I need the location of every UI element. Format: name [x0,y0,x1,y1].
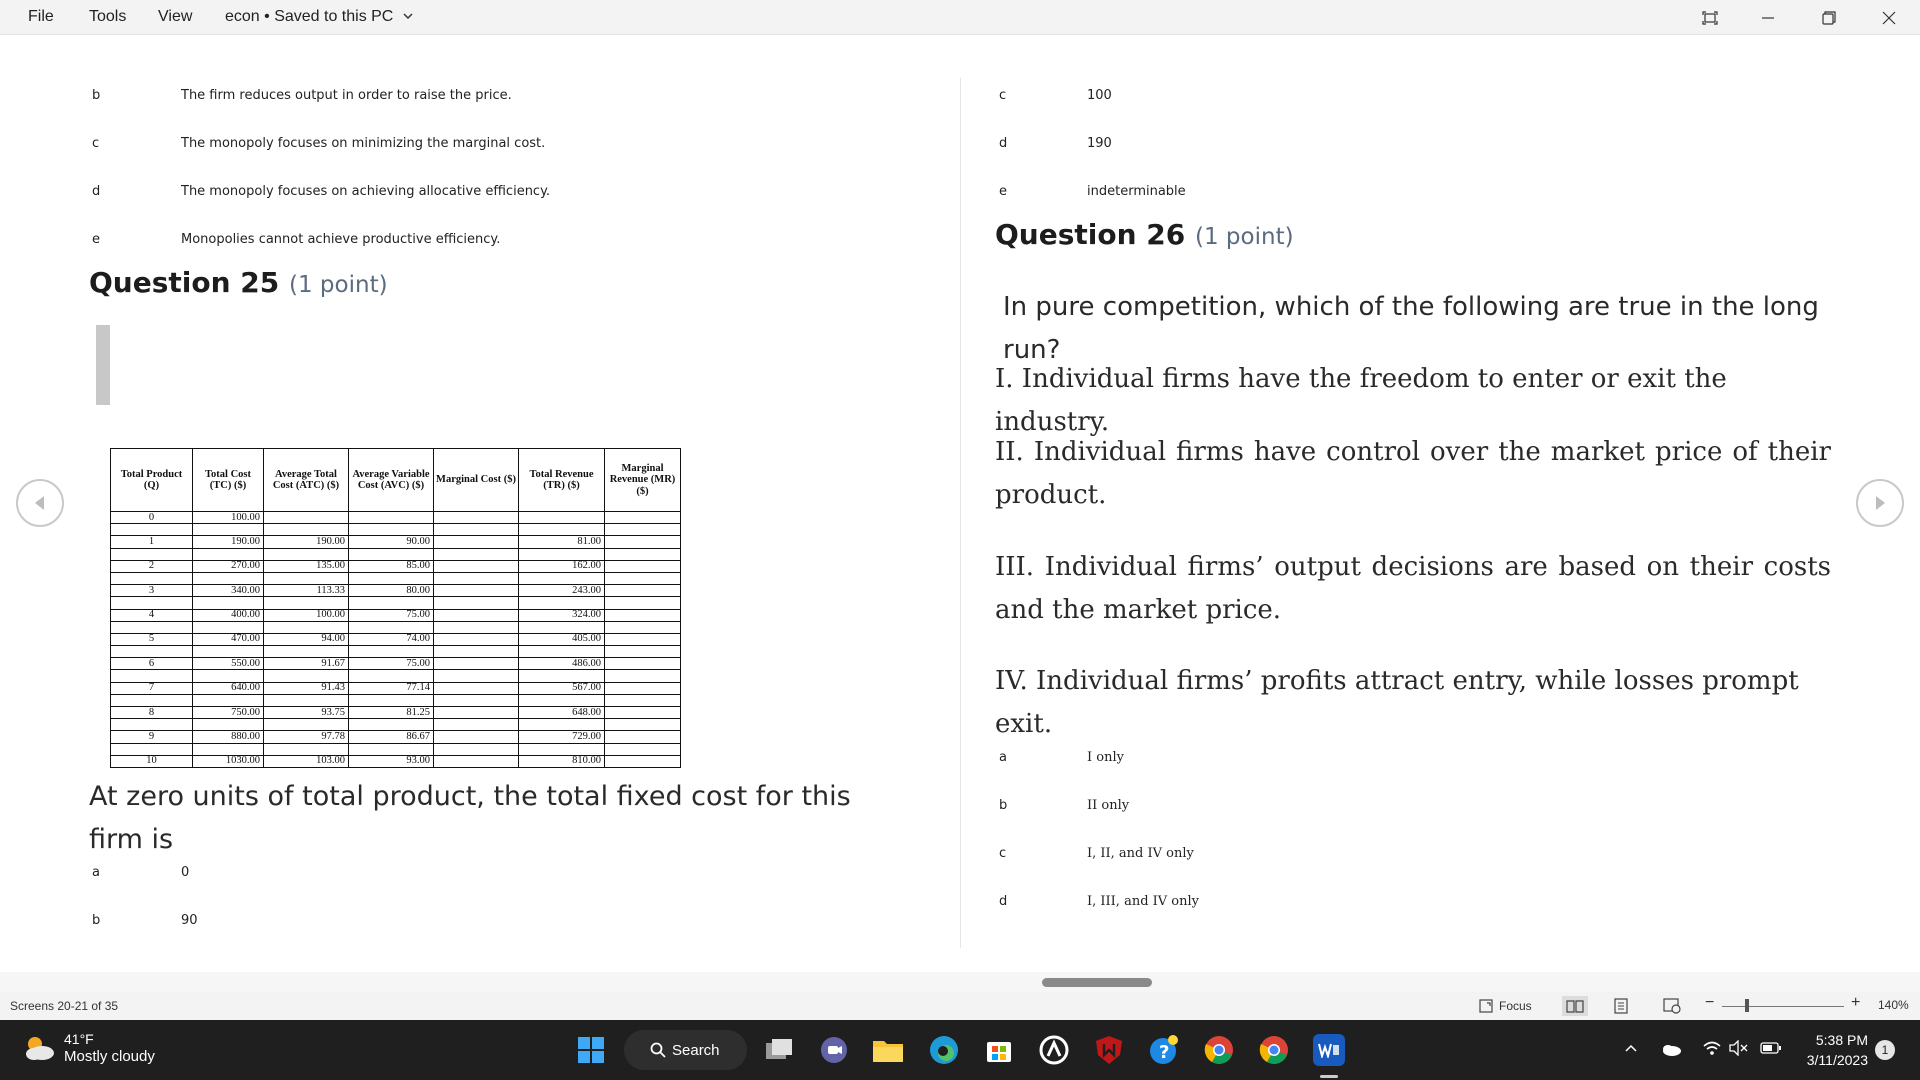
option-text[interactable]: I, II, and IV only [1087,846,1194,861]
table-row [111,585,681,597]
option-text[interactable]: II only [1087,798,1130,813]
table-header: Total Product (Q) [111,449,193,512]
table-cell: 470.00 [193,633,264,645]
table-spacer-cell [193,597,264,609]
table-spacer-cell [111,597,193,609]
table-cell: 648.00 [519,707,605,719]
table-cell: 81.25 [349,707,434,719]
question-points: (1 point) [1195,224,1294,250]
windows-icon [577,1036,605,1064]
option-letter: b [92,88,101,103]
clock-time: 5:38 PM [1815,1032,1868,1048]
table-spacer-cell [349,572,434,584]
image-placeholder [96,325,110,405]
weather-widget[interactable] [22,1030,155,1066]
table-cell: 190.00 [193,536,264,548]
table-row [111,560,681,572]
option-text[interactable]: indeterminable [1087,184,1186,199]
table-cell: 97.78 [264,731,349,743]
immersive-reader-button[interactable] [1681,0,1739,35]
table-cell: 93.00 [349,755,434,767]
focus-button[interactable] [1478,998,1532,1014]
minimize-icon [1761,11,1775,25]
help-icon [1148,1034,1180,1066]
table-spacer-cell [111,572,193,584]
table-cell [605,633,681,645]
page-divider [960,78,961,948]
table-cell [434,585,519,597]
table-cell [605,585,681,597]
edge-icon [929,1035,959,1065]
focus-icon [1478,998,1496,1014]
edge-button[interactable] [928,1034,960,1066]
table-cell: 85.00 [349,560,434,572]
table-spacer-cell [605,670,681,682]
table-cell: 10 [111,755,193,767]
table-spacer-cell [434,621,519,633]
table-spacer-cell [605,572,681,584]
table-cell: 7 [111,682,193,694]
table-spacer-cell [349,694,434,706]
option-letter: e [92,232,100,247]
table-spacer-cell [111,694,193,706]
word-button[interactable] [1313,1034,1345,1066]
option-text[interactable]: 90 [181,913,198,928]
option-text[interactable]: 0 [181,865,190,880]
table-spacer-cell [605,597,681,609]
table-spacer-cell [193,548,264,560]
table-cell: 640.00 [193,682,264,694]
table-spacer-cell [193,524,264,536]
table-spacer-cell [434,597,519,609]
teams-chat-button[interactable] [818,1034,850,1066]
table-cell: 400.00 [193,609,264,621]
table-cell: 3 [111,585,193,597]
shield-icon [1095,1035,1123,1065]
table-spacer-cell [193,719,264,731]
table-spacer-cell [434,646,519,658]
close-button[interactable] [1860,0,1918,35]
option-letter: b [999,798,1008,813]
word-icon [1318,1042,1340,1058]
option-text[interactable]: I, III, and IV only [1087,894,1200,909]
book-icon [1566,999,1584,1013]
table-cell: 8 [111,707,193,719]
table-cell [605,707,681,719]
table-spacer-cell [519,719,605,731]
table-spacer-cell [434,524,519,536]
start-button[interactable] [575,1034,607,1066]
table-row [111,512,681,524]
focus-label: Focus [1499,999,1532,1013]
table-spacer-cell [519,670,605,682]
table-spacer-cell [349,621,434,633]
table-spacer-cell [519,572,605,584]
table-spacer-cell [519,597,605,609]
table-cell [605,512,681,524]
option-letter: a [999,750,1007,765]
table-spacer-cell [434,719,519,731]
table-cell: 810.00 [519,755,605,767]
table-spacer-cell [349,719,434,731]
table-header: Total Revenue (TR) ($) [519,449,605,512]
table-spacer-cell [349,524,434,536]
table-cell: 93.75 [264,707,349,719]
table-cell [434,707,519,719]
clock-date: 3/11/2023 [1806,1052,1868,1068]
option-text[interactable]: The monopoly focuses on achieving allocative efficiency. [181,184,551,199]
restore-button[interactable] [1800,0,1858,35]
previous-page-button[interactable] [16,479,64,527]
table-spacer-cell [349,743,434,755]
table-spacer-cell [519,694,605,706]
table-cell: 77.14 [349,682,434,694]
table-spacer-cell [111,524,193,536]
table-cell [264,512,349,524]
table-cell: 750.00 [193,707,264,719]
table-spacer-cell [264,548,349,560]
chevron-up-icon[interactable] [1624,1040,1638,1056]
weather-desc: Mostly cloudy [64,1048,155,1065]
table-spacer-cell [264,670,349,682]
table-cell: 5 [111,633,193,645]
table-cell [605,536,681,548]
file-explorer-button[interactable] [872,1034,904,1066]
table-cell: 100.00 [264,609,349,621]
table-cell [434,731,519,743]
option-letter: a [92,865,100,880]
notification-badge[interactable]: 1 [1875,1040,1895,1060]
table-row [111,633,681,645]
table-body [111,512,681,768]
active-app-indicator [1320,1075,1338,1078]
table-spacer-row [111,597,681,609]
table-cell: 1 [111,536,193,548]
question-25-heading [89,266,388,299]
chevron-down-icon [402,11,414,21]
table-spacer-cell [349,597,434,609]
table-cell: 729.00 [519,731,605,743]
table-spacer-cell [193,572,264,584]
reader-area [0,36,1920,972]
chrome-button-2[interactable] [1258,1034,1290,1066]
option-letter: d [92,184,101,199]
zoom-in-button[interactable]: + [1851,994,1861,1011]
table-cell [434,658,519,670]
table-cell: 270.00 [193,560,264,572]
document-title[interactable] [225,8,414,26]
option-text[interactable]: The monopoly focuses on minimizing the marginal cost. [181,136,546,151]
option-letter: b [92,913,101,928]
clock[interactable] [1800,1030,1868,1070]
table-cell [434,682,519,694]
table-spacer-row [111,743,681,755]
document-title-text: econ • Saved to this PC [225,8,394,25]
table-cell: 100.00 [193,512,264,524]
table-spacer-cell [264,572,349,584]
table-cell [349,512,434,524]
table-cell: 91.43 [264,682,349,694]
table-header-row [111,449,681,512]
question-26-intro: In pure competition, which of the following are true in the long run? [1003,292,1819,365]
zoom-out-button[interactable]: − [1705,994,1715,1011]
table-spacer-cell [434,572,519,584]
battery-icon[interactable] [1760,1041,1782,1058]
option-letter: d [999,894,1008,909]
table-cell [605,609,681,621]
table-spacer-cell [193,694,264,706]
chat-icon [819,1036,849,1064]
table-spacer-cell [111,670,193,682]
table-row [111,731,681,743]
table-cell: 6 [111,658,193,670]
table-cell: 550.00 [193,658,264,670]
table-row [111,707,681,719]
table-spacer-row [111,621,681,633]
table-header: Total Cost (TC) ($) [193,449,264,512]
table-spacer-cell [349,548,434,560]
option-letter: e [999,184,1007,199]
table-spacer-cell [264,524,349,536]
svg-text:?: ? [1159,1042,1170,1063]
task-view-button[interactable] [763,1034,795,1066]
search-label: Search [672,1041,720,1059]
table-spacer-cell [264,646,349,658]
table-spacer-cell [605,694,681,706]
table-cell: 90.00 [349,536,434,548]
folder-icon [872,1037,904,1063]
table-spacer-cell [111,621,193,633]
table-cell [605,755,681,767]
table-spacer-row [111,719,681,731]
status-bar [0,992,1920,1020]
restore-icon [1822,11,1836,25]
table-cell: 190.00 [264,536,349,548]
question-title: Question 26 [995,218,1186,251]
table-spacer-cell [264,743,349,755]
statement-4: IV. Individual firms’ profits attract entry, while losses prompt exit. [995,666,1799,739]
volume-muted-icon[interactable] [1728,1040,1748,1059]
table-spacer-cell [264,719,349,731]
table-header: Average Variable Cost (AVC) ($) [349,449,434,512]
read-mode-button[interactable] [1562,996,1588,1016]
question-points: (1 point) [289,272,388,298]
table-cell: 113.33 [264,585,349,597]
table-spacer-cell [605,646,681,658]
triangle-right-icon [1872,494,1888,512]
table-spacer-cell [434,548,519,560]
table-cell: 9 [111,731,193,743]
table-cell [434,560,519,572]
table-cell [519,512,605,524]
table-spacer-cell [111,719,193,731]
table-spacer-cell [519,743,605,755]
table-spacer-cell [519,621,605,633]
table-spacer-cell [519,646,605,658]
question-25-prompt: At zero units of total product, the total fixed cost for this firm is [89,781,851,855]
table-spacer-cell [605,621,681,633]
cloudy-sun-icon [22,1033,56,1063]
table-cell: 324.00 [519,609,605,621]
statement-1: I. Individual firms have the freedom to enter or exit the industry. [995,364,1727,437]
table-row [111,609,681,621]
option-text[interactable]: 190 [1087,136,1112,151]
table-row [111,658,681,670]
store-button[interactable] [983,1034,1015,1066]
app-button-1[interactable] [1038,1034,1070,1066]
table-spacer-row [111,548,681,560]
table-cell: 80.00 [349,585,434,597]
store-icon [985,1036,1013,1064]
table-spacer-cell [519,524,605,536]
table-spacer-row [111,524,681,536]
table-cell: 405.00 [519,633,605,645]
table-cell: 103.00 [264,755,349,767]
table-cell: 0 [111,512,193,524]
table-cell: 340.00 [193,585,264,597]
table-spacer-row [111,646,681,658]
web-layout-icon [1663,998,1681,1014]
option-letter: d [999,136,1008,151]
cost-revenue-table [110,448,681,768]
close-icon [1882,11,1896,25]
statement-3: III. Individual firms’ output decisions are based on their costs and the market price. [995,552,1831,625]
table-spacer-cell [264,621,349,633]
chrome-icon [1204,1035,1234,1065]
option-text[interactable]: Monopolies cannot achieve productive efficiency. [181,232,501,247]
table-spacer-row [111,670,681,682]
table-spacer-cell [349,670,434,682]
table-spacer-cell [193,646,264,658]
page-count: Screens 20-21 of 35 [10,999,119,1013]
table-cell [605,682,681,694]
table-spacer-cell [193,670,264,682]
table-spacer-cell [193,743,264,755]
circle-logo-icon [1039,1035,1069,1065]
table-cell [434,633,519,645]
scrollbar-thumb[interactable] [1042,978,1152,987]
search-icon [650,1042,666,1058]
table-cell: 162.00 [519,560,605,572]
triangle-left-icon [32,494,48,512]
question-26-heading [995,218,1294,251]
table-cell: 4 [111,609,193,621]
table-header: Marginal Cost ($) [434,449,519,512]
table-cell [434,755,519,767]
table-spacer-cell [605,719,681,731]
table-spacer-cell [605,548,681,560]
chrome-button-1[interactable] [1203,1034,1235,1066]
table-spacer-cell [605,524,681,536]
table-spacer-cell [434,694,519,706]
menu-file[interactable]: File [28,8,54,25]
table-row [111,682,681,694]
zoom-slider[interactable] [1722,1006,1844,1007]
table-spacer-cell [111,743,193,755]
table-cell: 94.00 [264,633,349,645]
table-cell: 91.67 [264,658,349,670]
task-view-icon [764,1037,794,1063]
table-spacer-cell [349,646,434,658]
page-icon [1614,998,1628,1014]
option-letter: c [999,88,1007,103]
option-text[interactable]: The firm reduces output in order to raise the price. [181,88,512,103]
table-cell: 75.00 [349,658,434,670]
table-cell: 2 [111,560,193,572]
chrome-icon [1259,1035,1289,1065]
taskbar-search[interactable] [624,1030,747,1070]
title-bar [0,0,1920,35]
table-row [111,755,681,767]
web-layout-button[interactable] [1663,998,1681,1017]
table-spacer-cell [434,670,519,682]
table-cell [605,560,681,572]
table-cell: 243.00 [519,585,605,597]
print-layout-button[interactable] [1614,998,1628,1017]
table-spacer-cell [193,621,264,633]
table-spacer-row [111,694,681,706]
table-cell [605,731,681,743]
next-page-button[interactable] [1856,479,1904,527]
fullscreen-icon [1702,11,1718,25]
table-spacer-cell [605,743,681,755]
option-letter: c [999,846,1007,861]
table-cell [434,512,519,524]
weather-temp: 41°F [64,1031,94,1047]
option-text[interactable]: 100 [1087,88,1112,103]
table-spacer-cell [264,694,349,706]
table-spacer-cell [434,743,519,755]
table-cell [605,658,681,670]
table-cell: 86.67 [349,731,434,743]
table-cell [434,536,519,548]
option-letter: c [92,136,100,151]
table-spacer-row [111,572,681,584]
zoom-slider-handle[interactable] [1745,999,1749,1012]
table-spacer-cell [111,548,193,560]
wifi-icon[interactable] [1702,1040,1722,1059]
table-row [111,536,681,548]
table-cell: 880.00 [193,731,264,743]
taskbar [0,1020,1920,1080]
statement-2: II. Individual firms have control over the market price of their product. [995,437,1831,510]
table-cell: 567.00 [519,682,605,694]
table-cell: 74.00 [349,633,434,645]
question-title: Question 25 [89,266,280,299]
table-cell [434,609,519,621]
table-header: Average Total Cost (ATC) ($) [264,449,349,512]
table-spacer-cell [111,646,193,658]
table-cell: 75.00 [349,609,434,621]
menu-view[interactable]: View [158,8,193,25]
help-button[interactable] [1148,1034,1180,1066]
table-cell: 135.00 [264,560,349,572]
table-cell: 1030.00 [193,755,264,767]
table-spacer-cell [519,548,605,560]
minimize-button[interactable] [1739,0,1797,35]
mcafee-button[interactable] [1093,1034,1125,1066]
onedrive-icon[interactable] [1660,1042,1682,1059]
menu-tools[interactable]: Tools [89,8,127,25]
table-cell: 81.00 [519,536,605,548]
option-text[interactable]: I only [1087,750,1124,765]
table-spacer-cell [264,597,349,609]
zoom-level[interactable]: 140% [1878,998,1909,1012]
horizontal-scrollbar[interactable] [0,972,1920,992]
table-cell: 486.00 [519,658,605,670]
table-header: Marginal Revenue (MR) ($) [605,449,681,512]
